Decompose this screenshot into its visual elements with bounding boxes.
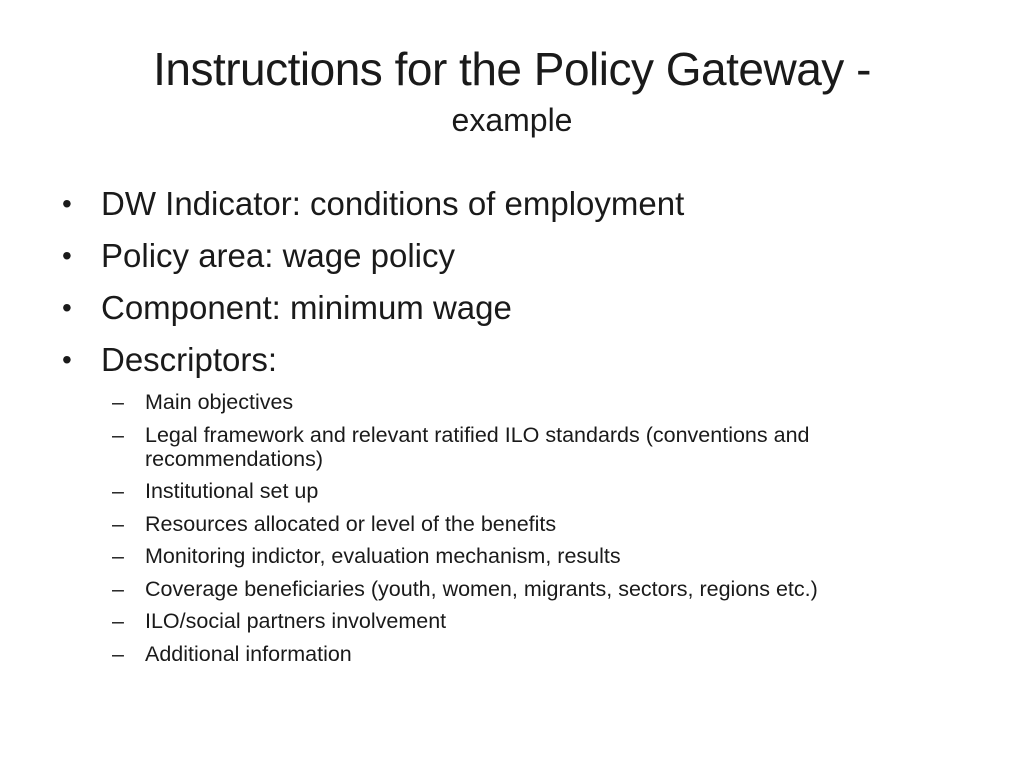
bullet-item-policy-area bbox=[56, 230, 976, 282]
descriptor-text: Legal framework and relevant ratified ILO standards (conventions and recommendations) bbox=[145, 422, 810, 471]
dash-icon: – bbox=[112, 479, 124, 503]
slide-title-block bbox=[40, 38, 984, 140]
descriptor-item bbox=[98, 642, 976, 666]
descriptor-text: ILO/social partners involvement bbox=[145, 609, 447, 633]
slide-subtitle: example bbox=[451, 102, 573, 138]
descriptor-text: Monitoring indictor, evaluation mechanism, results bbox=[145, 544, 621, 568]
descriptor-item bbox=[98, 609, 976, 633]
descriptor-item bbox=[98, 544, 976, 568]
bullet-icon: • bbox=[62, 292, 72, 323]
bullet-text: DW Indicator: conditions of employment bbox=[101, 185, 685, 222]
dash-icon: – bbox=[112, 609, 124, 633]
descriptor-list bbox=[98, 390, 976, 666]
descriptor-text: Additional information bbox=[145, 641, 352, 666]
bullet-item-descriptors bbox=[56, 334, 976, 386]
bullet-text: Policy area: wage policy bbox=[101, 237, 456, 274]
dash-icon: – bbox=[112, 511, 124, 536]
dash-icon: – bbox=[112, 576, 124, 601]
dash-icon: – bbox=[112, 422, 124, 447]
bullet-item-dw-indicator bbox=[56, 178, 976, 230]
dash-icon: – bbox=[112, 641, 124, 666]
descriptor-text: Main objectives bbox=[145, 390, 294, 414]
bullet-icon: • bbox=[62, 344, 72, 375]
bullet-list bbox=[56, 178, 976, 386]
descriptor-text: Institutional set up bbox=[145, 479, 319, 503]
descriptor-item bbox=[98, 577, 976, 601]
bullet-icon: • bbox=[62, 240, 72, 271]
descriptor-text: Coverage beneficiaries (youth, women, migrants, sectors, regions etc.) bbox=[145, 576, 818, 601]
bullet-text: Component: minimum wage bbox=[101, 289, 512, 326]
descriptor-item bbox=[98, 479, 976, 503]
bullet-item-component bbox=[56, 282, 976, 334]
bullet-text: Descriptors: bbox=[101, 341, 278, 378]
slide-title: Instructions for the Policy Gateway - bbox=[153, 43, 871, 95]
descriptor-item bbox=[98, 512, 976, 536]
dash-icon: – bbox=[112, 544, 124, 568]
bullet-icon: • bbox=[62, 188, 72, 219]
descriptor-text: Resources allocated or level of the benefits bbox=[145, 511, 557, 536]
descriptor-item bbox=[98, 390, 976, 414]
dash-icon: – bbox=[112, 390, 124, 414]
slide-body bbox=[56, 178, 976, 674]
descriptor-item bbox=[98, 423, 976, 471]
